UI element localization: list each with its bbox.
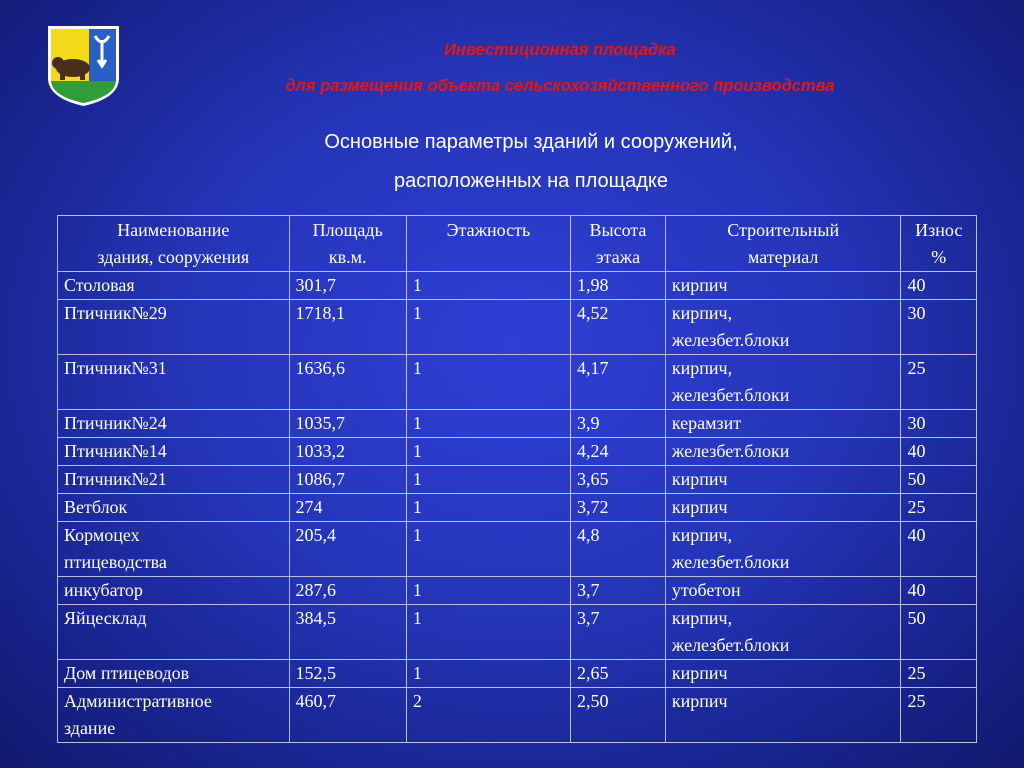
table-row [58,466,977,494]
cell-area: 1035,7 [289,410,406,438]
cell-area: 1033,2 [289,438,406,466]
cell-wear: 25 [901,660,977,688]
cell-height: 4,8 [571,522,666,577]
cell-wear: 40 [901,522,977,577]
cell-floors: 1 [406,660,570,688]
cell-area: 152,5 [289,660,406,688]
cell-floors: 1 [406,577,570,605]
cell-name: Столовая [58,272,290,300]
cell-name: Дом птицеводов [58,660,290,688]
table-row [58,494,977,522]
page-title-line2: для размещения объекта сельскохозяйственного производства [285,77,835,95]
buildings-table [57,215,977,743]
cell-height: 1,98 [571,272,666,300]
cell-wear: 40 [901,272,977,300]
table-row [58,688,977,743]
cell-floors: 1 [406,494,570,522]
cell-name: Ветблок [58,494,290,522]
cell-name: Птичник№21 [58,466,290,494]
cell-height: 4,24 [571,438,666,466]
section-subtitle-line2: расположенных на площадке [394,170,668,192]
column-header-height: Высота этажа [571,216,666,272]
cell-material: керамзит [665,410,901,438]
cell-floors: 1 [406,466,570,494]
cell-material: кирпич, железбет.блоки [665,605,901,660]
cell-material: железбет.блоки [665,438,901,466]
table-row [58,577,977,605]
cell-material: кирпич, железбет.блоки [665,355,901,410]
cell-height: 3,9 [571,410,666,438]
cell-material: кирпич, железбет.блоки [665,300,901,355]
cell-wear: 25 [901,688,977,743]
cell-floors: 2 [406,688,570,743]
cell-wear: 40 [901,438,977,466]
column-header-area: Площадь кв.м. [289,216,406,272]
cell-name: Птичник№24 [58,410,290,438]
table-row [58,300,977,355]
column-header-material: Строительный материал [665,216,901,272]
column-header-floors: Этажность [406,216,570,272]
cell-area: 301,7 [289,272,406,300]
table-header-row [58,216,977,272]
cell-height: 3,7 [571,577,666,605]
cell-name: Административное здание [58,688,290,743]
cell-height: 3,72 [571,494,666,522]
cell-area: 384,5 [289,605,406,660]
cell-floors: 1 [406,410,570,438]
cell-area: 1086,7 [289,466,406,494]
cell-height: 4,17 [571,355,666,410]
cell-material: кирпич, железбет.блоки [665,522,901,577]
cell-name: Птичник№31 [58,355,290,410]
section-subtitle: Основные параметры зданий и сооружений, [324,131,738,153]
cell-floors: 1 [406,300,570,355]
cell-height: 3,65 [571,466,666,494]
cell-area: 460,7 [289,688,406,743]
table-row [58,410,977,438]
table-row [58,438,977,466]
cell-material: кирпич [665,466,901,494]
table-row [58,272,977,300]
cell-name: инкубатор [58,577,290,605]
column-header-wear: Износ % [901,216,977,272]
cell-material: утобетон [665,577,901,605]
column-header-name: Наименование здания, сооружения [58,216,290,272]
cell-material: кирпич [665,660,901,688]
cell-floors: 1 [406,272,570,300]
cell-material: кирпич [665,688,901,743]
cell-floors: 1 [406,438,570,466]
cell-name: Яйцесклад [58,605,290,660]
cell-material: кирпич [665,272,901,300]
cell-height: 2,65 [571,660,666,688]
table-row [58,660,977,688]
cell-area: 274 [289,494,406,522]
cell-wear: 25 [901,355,977,410]
cell-wear: 40 [901,577,977,605]
cell-wear: 30 [901,410,977,438]
cell-wear: 25 [901,494,977,522]
cell-name: Птичник№14 [58,438,290,466]
cell-height: 4,52 [571,300,666,355]
cell-area: 287,6 [289,577,406,605]
cell-area: 1718,1 [289,300,406,355]
table-row [58,522,977,577]
cell-height: 2,50 [571,688,666,743]
cell-height: 3,7 [571,605,666,660]
table-row [58,605,977,660]
cell-wear: 50 [901,466,977,494]
cell-name: Птичник№29 [58,300,290,355]
cell-floors: 1 [406,522,570,577]
cell-name: Кормоцех птицеводства [58,522,290,577]
cell-area: 205,4 [289,522,406,577]
cell-material: кирпич [665,494,901,522]
cell-floors: 1 [406,605,570,660]
cell-floors: 1 [406,355,570,410]
cell-wear: 50 [901,605,977,660]
cell-area: 1636,6 [289,355,406,410]
cell-wear: 30 [901,300,977,355]
page-title: Инвестиционная площадка [444,41,676,59]
table-row [58,355,977,410]
